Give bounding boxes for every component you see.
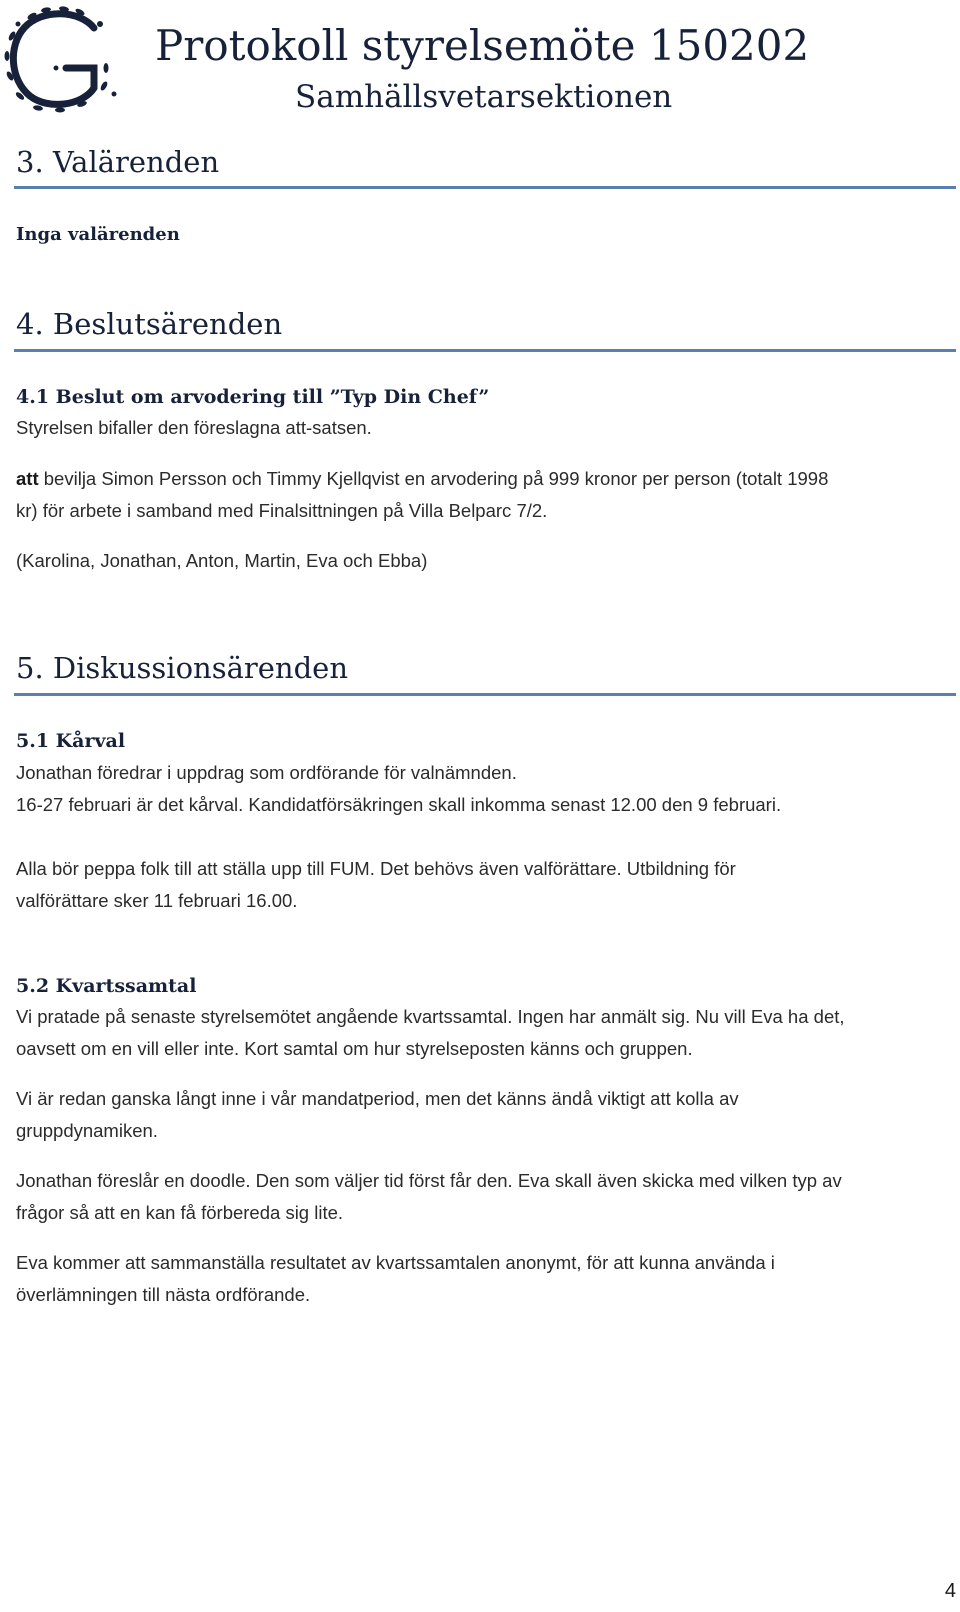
item-text: Styrelsen bifaller den föreslagna att-satsen. [16, 417, 372, 438]
item-text: Vi pratade på senaste styrelsemötet angående kvartssamtal. Ingen har anmält sig. Nu vill Eva ha det, [16, 1006, 845, 1027]
item-text: gruppdynamiken. [16, 1120, 158, 1141]
item-text: Eva kommer att sammanställa resultatet av kvartssamtalen anonymt, för att kunna använda i [16, 1252, 775, 1273]
item-title-5-2: 5.2 Kvartssamtal [16, 975, 197, 997]
item-text: Jonathan föredrar i uppdrag som ordförande för valnämnden. [16, 762, 517, 783]
document-title: Protokoll styrelsemöte 150202 [155, 21, 810, 70]
item-text: 16-27 februari är det kårval. Kandidatförsäkringen skall inkomma senast 12.00 den 9 februari. [16, 794, 782, 815]
item-text: valförättare sker 11 februari 16.00. [16, 890, 298, 911]
item-text: överlämningen till nästa ordförande. [16, 1284, 311, 1305]
item-text: Alla bör peppa folk till att ställa upp till FUM. Det behövs även valförättare. Utbildning för [16, 858, 736, 879]
page-number: 4 [944, 1580, 956, 1602]
item-title-4-1: 4.1 Beslut om arvodering till ”Typ Din Chef” [16, 386, 490, 408]
section-logo-icon [2, 2, 120, 114]
section-divider [14, 693, 956, 696]
section-heading-diskussionsarenden: 5. Diskussionsärenden [16, 651, 348, 685]
organization-name: Samhällsvetarsektionen [295, 79, 673, 115]
voter-list: (Karolina, Jonathan, Anton, Martin, Eva och Ebba) [16, 550, 428, 571]
item-text: Vi är redan ganska långt inne i vår mandatperiod, men det känns ändå viktigt att kolla av [16, 1088, 739, 1109]
item-title-5-1: 5.1 Kårval [16, 730, 126, 752]
section-note: Inga valärenden [16, 224, 180, 245]
section-divider [14, 349, 956, 352]
att-keyword: att [16, 468, 39, 489]
item-text: oavsett om en vill eller inte. Kort samtal om hur styrelseposten känns och gruppen. [16, 1038, 693, 1059]
att-clause [16, 462, 956, 495]
section-divider [14, 186, 956, 189]
att-clause-cont: kr) för arbete i samband med Finalsittningen på Villa Belparc 7/2. [16, 500, 548, 521]
item-text: frågor så att en kan få förbereda sig lite. [16, 1202, 344, 1223]
section-heading-valarenden: 3. Valärenden [16, 145, 220, 179]
att-text: bevilja Simon Persson och Timmy Kjellqvist en arvodering på 999 kronor per person (totalt 1998 [38, 468, 829, 489]
section-heading-beslutsarenden: 4. Beslutsärenden [16, 307, 283, 341]
item-text: Jonathan föreslår en doodle. Den som väljer tid först får den. Eva skall även skicka med vilken typ av [16, 1170, 842, 1191]
